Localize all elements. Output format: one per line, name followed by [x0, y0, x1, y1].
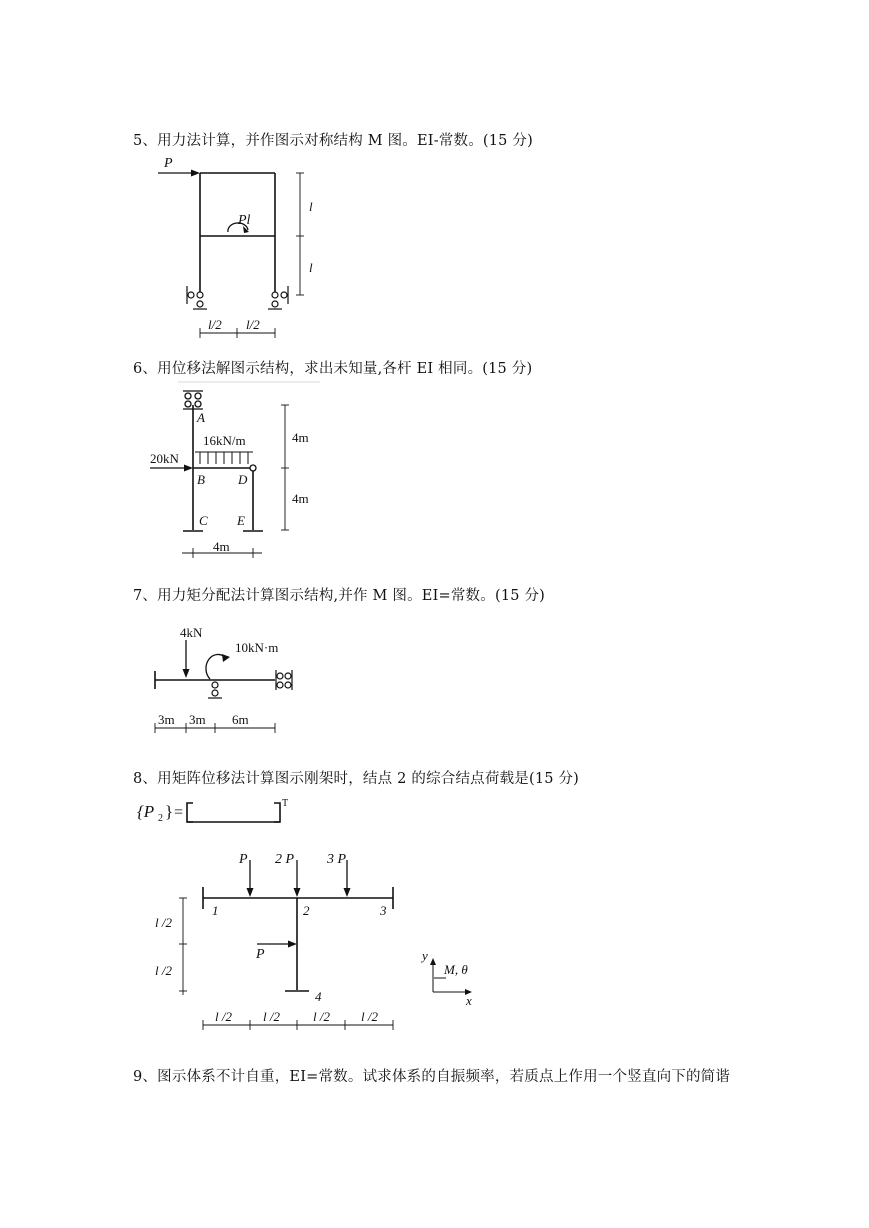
fig8-h1: l /2 [155, 915, 172, 930]
fig6-dim-bottom: 4m [292, 491, 309, 506]
fig8-s4: l /2 [361, 1009, 378, 1024]
fig8-load2: 2 P [275, 852, 295, 867]
figure-5-frame [150, 150, 320, 340]
fig5-height2-label: l [309, 260, 313, 275]
fig5-load-label: P [164, 156, 173, 171]
fig8-load3: 3 P [327, 852, 347, 867]
question-5-text: 5、用力法计算，并作图示对称结构 M 图。EI-常数。(15 分) [133, 133, 533, 149]
fig8-axis-x: x [466, 993, 472, 1008]
fig6-node-d: D [238, 472, 248, 487]
fig7-moment-label: 10kN·m [235, 640, 279, 655]
fig8-s3: l /2 [313, 1009, 330, 1024]
fig8-node2: 2 [303, 903, 310, 918]
fig8-side-load: P [256, 947, 265, 962]
fig5-height1-label: l [309, 199, 313, 214]
fig8-node1: 1 [212, 903, 219, 918]
fig6-dim-span: 4m [213, 539, 230, 554]
fig8-axis-m: M, θ [444, 962, 468, 977]
fig8-transpose: T [282, 798, 289, 809]
fig6-node-a: A [197, 410, 205, 425]
fig5-span2-label: l/2 [246, 317, 260, 332]
question-7-text: 7、用力矩分配法计算图示结构,并作 M 图。EI=常数。(15 分) [133, 588, 546, 604]
question-9-text: 9、图示体系不计自重，EI=常数。试求体系的自振频率，若质点上作用一个竖直向下的简谐 [133, 1069, 731, 1085]
fig7-span3: 6m [232, 712, 249, 727]
question-8-text: 8、用矩阵位移法计算图示刚架时，结点 2 的综合结点荷载是(15 分) [133, 771, 580, 787]
fig7-span2: 3m [189, 712, 206, 727]
fig8-equals: = [174, 804, 184, 821]
fig8-node4: 4 [315, 989, 322, 1004]
fig8-vector-close: } [165, 802, 174, 821]
fig5-span1-label: l/2 [208, 317, 222, 332]
fig8-node3: 3 [380, 903, 387, 918]
fig6-node-b: B [197, 472, 205, 487]
fig6-dist-load-label: 16kN/m [203, 433, 246, 448]
fig7-point-load-label: 4kN [180, 625, 203, 640]
figure-8-frame [130, 840, 490, 1035]
fig5-moment-label: Pl [238, 213, 251, 228]
fig7-span1: 3m [158, 712, 175, 727]
question-6-text: 6、用位移法解图示结构，求出未知量,各杆 EI 相同。(15 分) [133, 361, 533, 377]
fig8-vector-label: {P [137, 802, 155, 821]
fig8-load1: P [239, 852, 248, 867]
fig6-node-e: E [237, 513, 245, 528]
fig8-vector-sub: 2 [158, 813, 163, 824]
figure-8-load-vector [130, 790, 300, 830]
fig8-axis-y: y [422, 948, 428, 963]
fig6-node-c: C [199, 513, 208, 528]
figure-6-frame [140, 380, 330, 560]
fig8-h2: l /2 [155, 963, 172, 978]
fig8-s2: l /2 [263, 1009, 280, 1024]
fig6-dim-top: 4m [292, 430, 309, 445]
fig6-point-load-label: 20kN [150, 451, 179, 466]
fig8-s1: l /2 [215, 1009, 232, 1024]
figure-7-beam [145, 615, 305, 740]
